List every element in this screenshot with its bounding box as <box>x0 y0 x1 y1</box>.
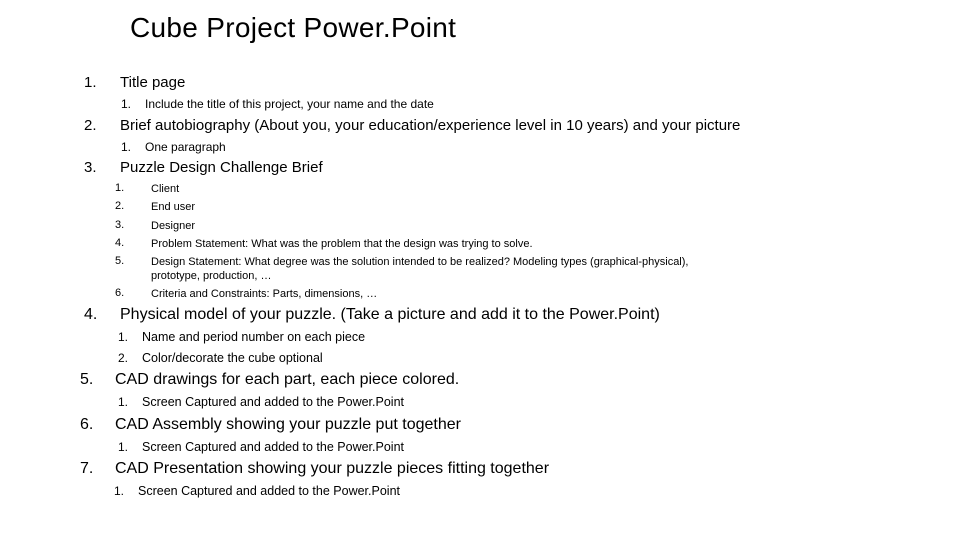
subitem-number: 3. <box>115 219 125 231</box>
subitem-design-statement: Design Statement: What degree was the solution intended to be realized? Modeling types (graphical-physical), <box>151 256 689 268</box>
subitem-screen-captured: Screen Captured and added to the Power.Point <box>138 484 400 498</box>
subitem-designer: Designer <box>151 220 196 232</box>
subitem-number: 6. <box>115 287 125 299</box>
subitem-number: 2. <box>115 200 125 212</box>
subitem-number: 5. <box>115 255 125 267</box>
slide-title: Cube Project Power.Point <box>130 12 457 43</box>
subitem-number: 1. <box>118 395 129 409</box>
subitem-number: 1. <box>118 440 129 454</box>
item-physical-model: Physical model of your puzzle. (Take a picture and add it to the Power.Point) <box>120 306 660 323</box>
subitem-color-decorate: Color/decorate the cube optional <box>142 351 323 365</box>
subitem-number: 1. <box>121 97 132 111</box>
subitem-number: 2. <box>118 351 129 365</box>
item-number: 1. <box>84 74 97 91</box>
subitem-number: 1. <box>121 140 132 154</box>
item-number: 4. <box>84 306 98 323</box>
subitem-number: 1. <box>114 484 125 498</box>
item-number: 3. <box>84 159 97 176</box>
subitem-problem-statement: Problem Statement: What was the problem that the design was trying to solve. <box>151 238 533 250</box>
item-cad-assembly: CAD Assembly showing your puzzle put together <box>115 416 461 433</box>
subitem-end-user: End user <box>151 201 196 213</box>
subitem-screen-captured: Screen Captured and added to the Power.Point <box>142 395 404 409</box>
subitem-text: Include the title of this project, your name and the date <box>145 97 434 111</box>
subitem-client: Client <box>151 183 180 195</box>
item-number: 5. <box>80 371 94 388</box>
subitem-number: 1. <box>118 330 129 344</box>
subitem-criteria: Criteria and Constraints: Parts, dimensions, … <box>151 288 378 300</box>
item-cad-presentation: CAD Presentation showing your puzzle pieces fitting together <box>115 460 550 477</box>
item-autobiography: Brief autobiography (About you, your education/experience level in 10 years) and your picture <box>120 117 741 134</box>
item-design-brief: Puzzle Design Challenge Brief <box>120 159 323 176</box>
item-cad-drawings: CAD drawings for each part, each piece colored. <box>115 371 460 388</box>
subitem-screen-captured: Screen Captured and added to the Power.Point <box>142 440 404 454</box>
item-number: 2. <box>84 117 97 134</box>
subitem-number: 1. <box>115 182 125 194</box>
subitem-text: One paragraph <box>145 140 226 154</box>
subitem-number: 4. <box>115 237 125 249</box>
item-title-page: Title page <box>120 74 186 91</box>
item-number: 7. <box>80 460 94 477</box>
item-number: 6. <box>80 416 94 433</box>
subitem-name-period: Name and period number on each piece <box>142 330 366 344</box>
subitem-design-statement-cont: prototype, production, … <box>151 270 272 282</box>
